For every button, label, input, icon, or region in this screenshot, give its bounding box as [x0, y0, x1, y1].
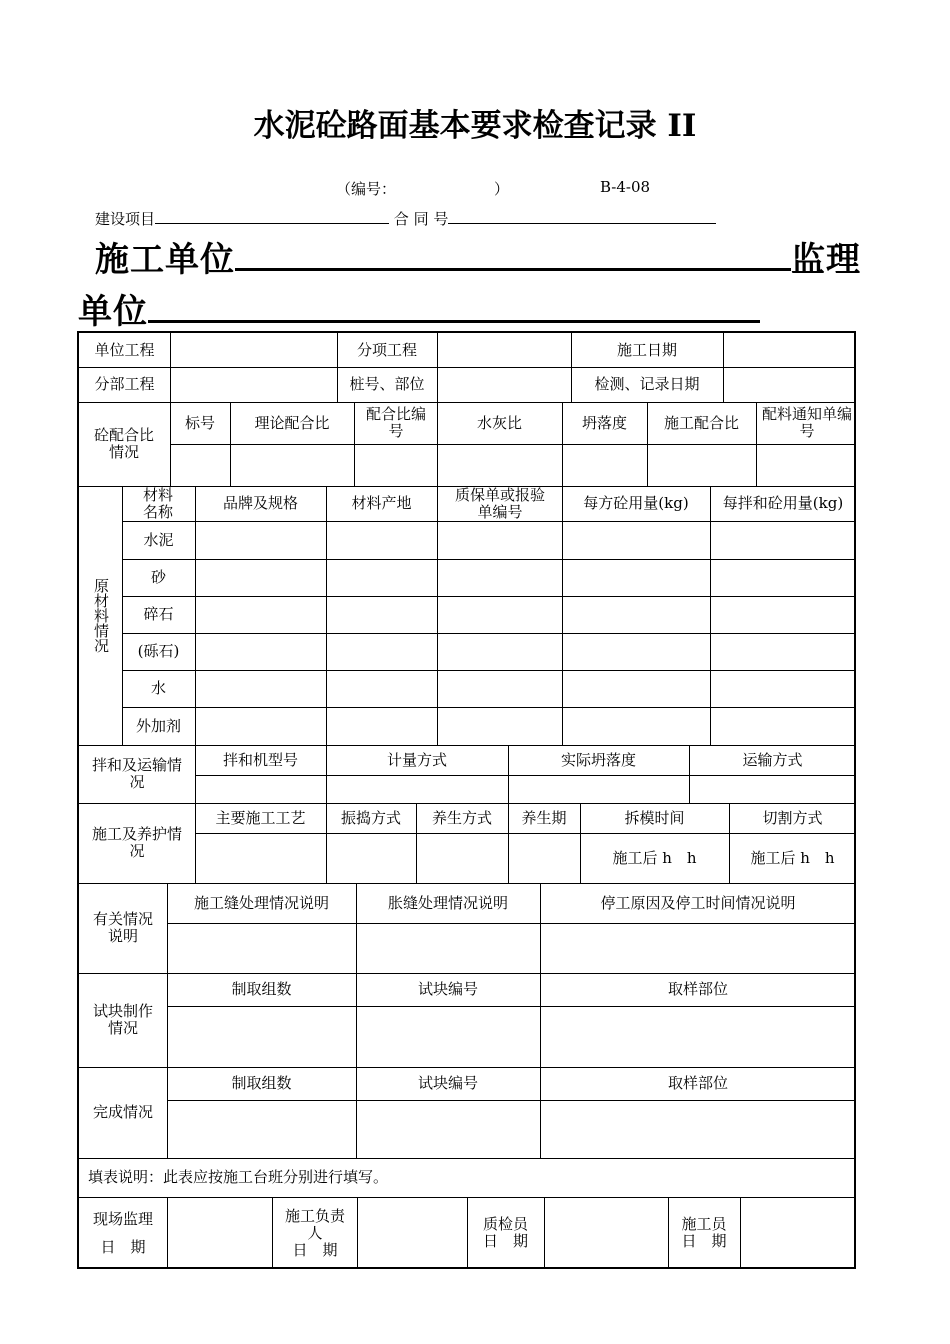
- construction-head-date: 日 期: [292, 1240, 338, 1259]
- completion-label: 完成情况: [92, 1103, 153, 1121]
- completion-col-location: 取样部位: [667, 1074, 728, 1092]
- material-crushed-stone: 碎石: [143, 605, 174, 623]
- curing-col-vibration: 振捣方式: [340, 808, 401, 827]
- notes-label: 有关情况说明: [92, 910, 153, 945]
- mix-col-construction: 施工配合比: [663, 413, 739, 432]
- number-close: ）: [494, 180, 510, 198]
- material-cement: 水泥: [143, 530, 174, 549]
- mix-col-notice: 配料通知单编号: [761, 405, 852, 440]
- sub-item-label: 分项工程: [356, 340, 417, 359]
- project-field[interactable]: [155, 222, 389, 224]
- site-supervisor-date: 日 期: [100, 1238, 146, 1256]
- mixing-col-transport: 运输方式: [742, 750, 803, 769]
- materials-label: 原材料情况: [92, 578, 110, 653]
- mixing-label: 拌和及运输情况: [91, 756, 182, 791]
- material-gravel: (砾石): [137, 642, 180, 660]
- curing-col-method: 养生方式: [431, 808, 492, 827]
- mix-col-slump: 坍落度: [581, 413, 627, 432]
- specimen-col-location: 取样部位: [667, 980, 728, 998]
- form-code: B-4-08: [600, 178, 651, 196]
- notes-col-joint: 施工缝处理情况说明: [193, 893, 329, 912]
- material-water: 水: [150, 679, 166, 697]
- page-title: 水泥砼路面基本要求检查记录 II: [253, 108, 697, 144]
- supervisor-label-b: 单位: [78, 292, 148, 332]
- quality-inspector-label: 质检员: [482, 1215, 528, 1233]
- materials-col-brand: 品牌及规格: [222, 494, 298, 512]
- mix-col-number: 配合比编号: [365, 405, 426, 440]
- curing-col-period: 养生期: [521, 808, 567, 827]
- fill-note: 填表说明：此表应按施工台班分别进行填写。: [88, 1168, 389, 1186]
- materials-col-warranty: 质保单或报验单编号: [454, 485, 545, 521]
- curing-col-cutting: 切割方式: [762, 808, 823, 827]
- mixing-col-machine: 拌和机型号: [222, 750, 298, 769]
- materials-col-per-cubic: 每方砼用量(kg): [583, 494, 689, 512]
- mixing-col-metering: 计量方式: [386, 750, 447, 769]
- station-label: 桩号、部位: [349, 375, 425, 393]
- contractor-label: 施工单位: [95, 240, 235, 280]
- specimen-label: 试块制作情况: [92, 1002, 153, 1037]
- mixing-col-slump: 实际坍落度: [560, 750, 636, 769]
- mix-col-grade: 标号: [184, 413, 215, 432]
- curing-demold-after: 施工后 h h: [612, 848, 697, 867]
- contractor-field[interactable]: [235, 268, 791, 271]
- curing-col-process: 主要施工工艺: [215, 808, 306, 827]
- contract-label: 合 同 号: [393, 210, 449, 228]
- specimen-col-number: 试块编号: [417, 980, 478, 998]
- material-sand: 砂: [150, 568, 166, 586]
- constructor-date: 日 期: [681, 1232, 727, 1250]
- notes-col-expansion: 胀缝处理情况说明: [387, 893, 508, 912]
- materials-col-name: 材料名称: [142, 485, 173, 521]
- curing-cutting-after: 施工后 h h: [750, 848, 835, 867]
- unit-project-label: 单位工程: [94, 340, 155, 359]
- construction-date-label: 施工日期: [616, 340, 677, 359]
- division-project-label: 分部工程: [94, 375, 155, 393]
- constructor-label: 施工员: [681, 1215, 727, 1233]
- contract-field[interactable]: [448, 222, 716, 224]
- supervisor-field[interactable]: [148, 320, 760, 323]
- mix-col-theory: 理论配合比: [254, 413, 330, 432]
- test-date-label: 检测、记录日期: [594, 375, 700, 393]
- material-admixture: 外加剂: [135, 716, 181, 735]
- supervisor-label-a: 监理: [791, 240, 861, 280]
- completion-col-number: 试块编号: [417, 1074, 478, 1092]
- curing-col-demold: 拆模时间: [624, 808, 685, 827]
- number-label: （编号：: [336, 180, 397, 198]
- materials-col-origin: 材料产地: [351, 494, 412, 512]
- mix-label: 砼配合比情况: [93, 426, 154, 461]
- site-supervisor-label: 现场监理: [92, 1210, 153, 1228]
- materials-col-per-batch: 每拌和砼用量(kg): [722, 494, 844, 512]
- curing-label: 施工及养护情况: [91, 825, 182, 860]
- construction-head-label: 施工负责人: [284, 1206, 345, 1242]
- record-table: [77, 331, 856, 1269]
- quality-inspector-date: 日 期: [482, 1232, 528, 1250]
- completion-col-groups: 制取组数: [231, 1074, 292, 1092]
- project-label: 建设项目: [95, 210, 156, 228]
- specimen-col-groups: 制取组数: [231, 980, 292, 998]
- notes-col-stoppage: 停工原因及停工时间情况说明: [600, 893, 796, 912]
- mix-col-wc-ratio: 水灰比: [476, 413, 522, 432]
